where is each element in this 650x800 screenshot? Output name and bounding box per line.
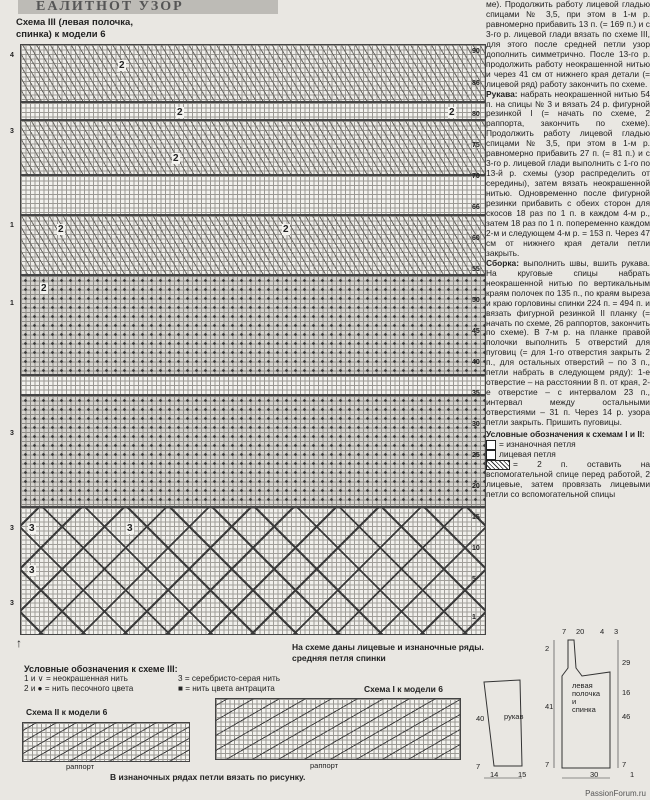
- instructions-column: [486, 0, 650, 500]
- legend-scheme3: [24, 664, 324, 694]
- body-dim-bottom: 30: [590, 770, 599, 779]
- legend-item: 2 и ● = нить песочного цвета: [24, 684, 134, 693]
- legend12-item: лицевая петля: [499, 449, 556, 460]
- row-number-right: 66: [472, 204, 480, 211]
- sleeve-dim-bottom: 14: [490, 770, 499, 779]
- section-heading-sborka: Сборка:: [486, 257, 519, 268]
- cell-mark: 3: [29, 565, 35, 576]
- row-number-right: 70: [472, 173, 480, 180]
- legend12-title: Условные обозначения к схемам I и II:: [486, 428, 645, 439]
- sleeve-label: рукав: [504, 712, 524, 721]
- row-number-right: 75: [472, 142, 480, 149]
- chart-band-dots-2: [20, 175, 486, 215]
- row-number-right: 1: [472, 614, 476, 621]
- cell-mark: 3: [29, 523, 35, 534]
- row-number-right: 80: [472, 111, 480, 118]
- legend-item: 1 и ∨ = неокрашенная нить: [24, 674, 128, 683]
- scheme3-note: [292, 642, 492, 664]
- dim-left: 7: [545, 760, 550, 769]
- row-number-right: 60: [472, 235, 480, 242]
- body-label-line: левая: [572, 681, 593, 690]
- instructions-paragraph-1: ме). Продолжить работу лицевой гладью спицами № 3,5, при этом в 1-м р. равномерно прибавить 13 п. (= 169 п.) и с 3-го р. лицевой глади вязать по схеме III, для этого после средней петли узор дополнить симметрично. После 13-го р. продолжить работу неокрашенной нитью и через 41 см от нижнего края детали (= лицевой ряд) работу закончить по схеме.: [486, 0, 650, 89]
- body-label-line: спинка: [572, 705, 596, 714]
- cell-mark: 2: [449, 107, 455, 118]
- sleeve-dim-left: 7: [476, 762, 481, 771]
- scheme2-repeat-label: раппорт: [66, 762, 95, 771]
- cell-mark: 2: [41, 283, 47, 294]
- cell-mark: 3: [127, 523, 133, 534]
- section-heading-rukava: Рукава:: [486, 88, 518, 99]
- body-label-line: полочка: [572, 689, 601, 698]
- dim-right: 46: [622, 712, 631, 721]
- dim-top: 20: [576, 627, 585, 636]
- row-number-right: 86: [472, 80, 480, 87]
- body-dim-bottom: 1: [630, 770, 635, 779]
- scheme3-title: [16, 17, 133, 41]
- scheme3-title-line2: спинка) к модели 6: [16, 29, 106, 40]
- row-number-right: 25: [472, 452, 480, 459]
- sleeve-outline: [484, 680, 522, 766]
- body-label: [572, 682, 600, 714]
- scheme3-note-line2: средняя петля спинки: [292, 653, 386, 663]
- cell-mark: 2: [177, 107, 183, 118]
- dim-top: 7: [562, 627, 567, 636]
- chart-band-stripe: [20, 375, 486, 395]
- row-number-right: 10: [472, 545, 480, 552]
- sleeve-dim-left: 40: [476, 714, 485, 723]
- row-number-left: 1: [10, 222, 14, 229]
- scheme1-chart: [215, 698, 461, 760]
- row-number-right: 5: [472, 576, 476, 583]
- chart-band-staircase: [20, 507, 486, 635]
- scheme1-repeat-label: раппорт: [310, 761, 339, 770]
- instructions-rukava: набрать неокрашенной нитью 54 п. на спицы № 3 и вязать 24 р. фигурной резинкой I (= начать по схеме, 2 раппорта, закончить по схеме). Продолжить работу лицевой гладью спицами № 3,5, при этом в 1-м р. равномерно прибавить 27 п. (= 81 п.) и с 3-го р. лицевой глади выполнить с 1-го по 13-й р. схемы (узор распределить от середины), затем вязать неокрашенной нитью. Одновременно после фигурной резинки прибавить с обеих сторон для скосов 18 раз по 1 п. в каждом 4-м р., затем 18 раз по 1 п. попеременно каждом 2-м и следующем 4-м р. = 153 п. Через 47 см от нижнего края детали петли закрыть.: [486, 88, 650, 258]
- dim-top: 4: [600, 627, 605, 636]
- row-number-left: 3: [10, 525, 14, 532]
- chart-band-vzigzag-3: [20, 215, 486, 275]
- chart-band-dots-1: [20, 102, 486, 120]
- scheme3-note-line1: На схеме даны лицевые и изнаночные ряды.: [292, 642, 484, 652]
- row-number-right: 35: [472, 390, 480, 397]
- row-number-right: 90: [472, 48, 480, 55]
- row-number-right: 30: [472, 421, 480, 428]
- row-number-column: [472, 44, 486, 635]
- instructions-sborka: выполнить швы, вшить рукава. На круговые спицы набрать неокрашенной нитью по вертикальным краям полочек по 135 п., по краям выреза и краю горловины спинки 224 п. = 494 п. и вязать фигурной резинкой II планку (= начать по схеме, 26 раппортов, закончить по схеме). В 7-м р. на планке правой полочки выполнить 5 отверстий для пуговиц (= для 1-го отверстия закрыть 2 п., для остальных отверстий – по 3 п., петли набрать в следующем ряду): 1-е отверстие – на расстоянии 8 п. от края, 2-е отверстие – с интервалом 23 п., интервал между остальными отверстиями – 31 п. Через 14 р. узора петли закрыть. Пришить пуговицы.: [486, 257, 650, 428]
- dim-right: 29: [622, 658, 631, 667]
- knit-stitch-icon: [486, 450, 496, 460]
- sleeve-dim-bottom: 15: [518, 770, 527, 779]
- dim-right: 16: [622, 688, 631, 697]
- row-number-right: 40: [472, 359, 480, 366]
- cell-mark: 2: [283, 224, 289, 235]
- row-number-right: 55: [472, 266, 480, 273]
- dim-left: 41: [545, 702, 554, 711]
- watermark: PassionForum.ru: [585, 789, 646, 798]
- row-number-right: 15: [472, 514, 480, 521]
- row-number-left: 4: [10, 52, 14, 59]
- row-number-left: 3: [10, 600, 14, 607]
- dim-left: 2: [545, 644, 550, 653]
- chart-band-diamond-2: [20, 395, 486, 507]
- cell-mark: 2: [173, 153, 179, 164]
- scheme2-title: Схема II к модели 6: [26, 707, 108, 717]
- row-number-right: 20: [472, 483, 480, 490]
- cell-mark: 2: [119, 60, 125, 71]
- row-number-left: 3: [10, 128, 14, 135]
- chart-band-vzigzag-1: [20, 44, 486, 102]
- dim-top: 3: [614, 627, 619, 636]
- scheme1-title: Схема I к модели 6: [364, 684, 443, 694]
- legend-item: 3 = серебристо-серая нить: [178, 674, 280, 683]
- center-stitch-arrow-icon: ↑: [16, 636, 22, 650]
- row-number-left: 1: [10, 300, 14, 307]
- chart-band-vzigzag-2: [20, 120, 486, 175]
- bottom-note: В изнаночных рядах петли вязать по рисунку.: [110, 772, 306, 782]
- row-number-right: 45: [472, 328, 480, 335]
- purl-stitch-icon: [486, 440, 496, 450]
- scheme2-chart: [22, 722, 190, 762]
- dim-right: 7: [622, 760, 627, 769]
- body-label-line: и: [572, 697, 577, 706]
- cell-mark: 2: [58, 224, 64, 235]
- header-title: ЕАЛИТНОТ УЗОР: [36, 0, 184, 14]
- scheme3-title-line1: Схема III (левая полочка,: [16, 17, 133, 28]
- legend-scheme3-title: Условные обозначения к схеме III:: [24, 664, 178, 674]
- legend12-item: = изнаночная петля: [499, 439, 576, 450]
- legend12-item: = 2 п. оставить на вспомогательной спице перед работой, 2 лицевые, затем провязать лицевыми петли со вспомогательной спицы: [486, 459, 650, 500]
- chart-band-diamond-1: [20, 275, 486, 375]
- row-number-right: 50: [472, 297, 480, 304]
- legend-item: ■ = нить цвета антрацита: [178, 684, 275, 693]
- row-number-left: 3: [10, 430, 14, 437]
